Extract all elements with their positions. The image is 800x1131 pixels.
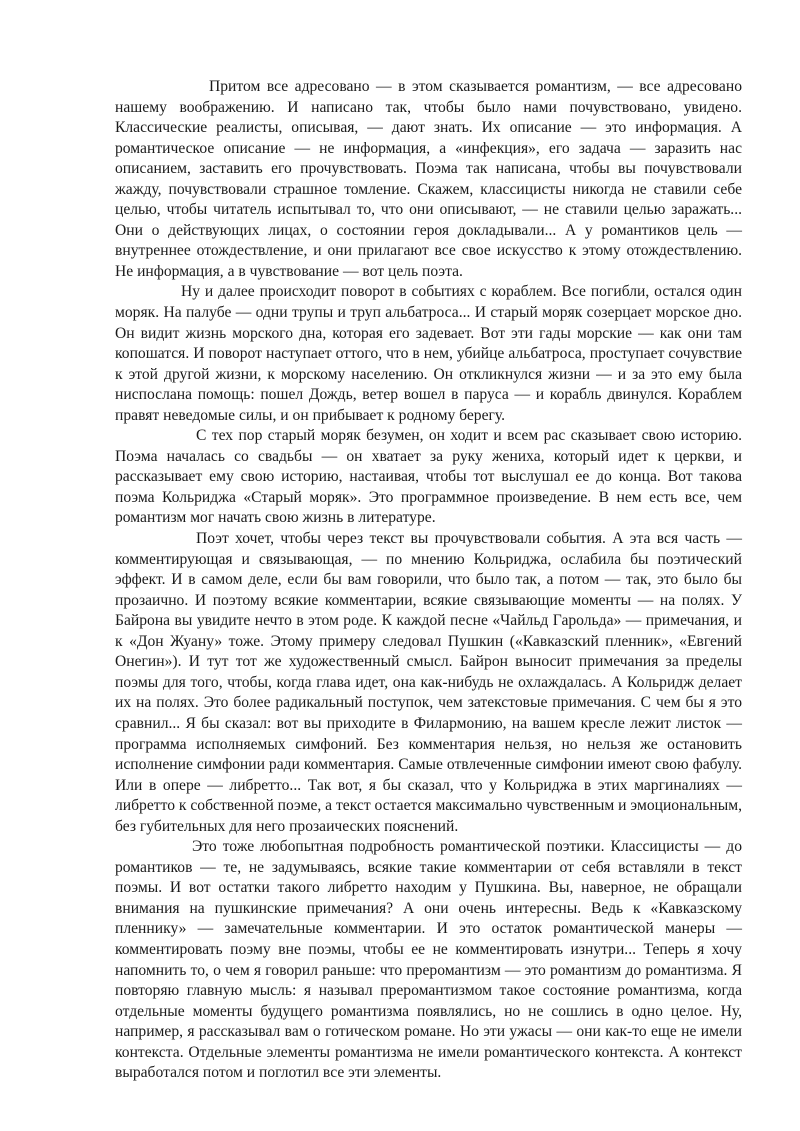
- paragraph-5: Это тоже любопытная подробность романтической поэтики. Классицисты — до романтиков — те, не задумываясь, всякие такие комментарии от себя вставляли в текст поэмы. И вот остатки такого либретто находим у Пушкина. Вы, наверное, не обращали внимания на пушкинские примечания? А они очень интересны. Ведь к «Кавказскому пленнику» — замечательные комментарии. И это остаток романтической манеры — комментировать поэму вне поэмы, чтобы ее не комментировать изнутри... Теперь я хочу напомнить то, о чем я говорил раньше: что преромантизм — это романтизм до романтизма. Я повторяю главную мысль: я называл преромантизмом такое состояние романтизма, когда отдельные моменты будущего романтизма появлялись, но не сошлись в одно целое. Ну, например, я рассказывал вам о готическом романе. Но эти ужасы — они как-то еще не имели контекста. Отдельные элементы романтизма не имели романтического контекста. А контекст выработался потом и поглотил все эти элементы.: [115, 838, 742, 1082]
- paragraph-3: С тех пор старый моряк безумен, он ходит и всем рас сказывает свою историю. Поэма началась со свадьбы — он хватает за руку жениха, который идет к церкви, и рассказывает ему свою историю, настаивая, чтобы тот выслушал ее до конца. Вот такова поэма Кольриджа «Старый моряк». Это программное произведение. В нем есть все, чем романтизм мог начать свою жизнь в литературе.: [115, 427, 742, 527]
- paragraph-4: Поэт хочет, чтобы через текст вы прочувствовали события. А эта вся часть — комментирующая и связывающая, — по мнению Кольриджа, ослабила бы поэтический эффект. И в самом деле, если бы вам говорили, что было так, а потом — так, это было бы прозаично. И поэтому всякие комментарии, всякие связывающие моменты — на полях. У Байрона вы увидите нечто в этом роде. К каждой песне «Чайльд Гарольда» — примечания, и к «Дон Жуану» тоже. Этому примеру следовал Пушкин («Кавказский пленник», «Евгений Онегин»). И тут тот же художественный смысл. Байрон выносит примечания за пределы поэмы для того, чтобы, когда глава идет, она как-нибудь не охлаждалась. А Кольридж делает их на полях. Это более радикальный поступок, чем затекстовые примечания. С чем бы я это сравнил... Я бы сказал: вот вы приходите в Филармонию, на вашем кресле лежит листок — программа исполняемых симфоний. Без комментария нельзя, но нельзя же остановить исполнение симфонии ради комментария. Самые отвлеченные симфонии имеют свою фабулу. Или в опере — либретто... Так вот, я бы сказал, что у Кольриджа в этих маргиналиях — либретто к собственной поэме, а текст остается максимально чувственным и эмоциональным, без губительных для него прозаических пояснений.: [115, 530, 742, 835]
- paragraph-1: Притом все адресовано — в этом сказывается романтизм, — все адресовано нашему воображению. И написано так, чтобы было нами почувствовано, увидено. Классические реалисты, описывая, — дают знать. Их описание — это информация. А романтическое описание — не информация, а «инфекция», его задача — заразить нас описанием, заставить его прочувствовать. Поэма так написана, чтобы вы почувствовали жажду, почувствовали страшное томление. Скажем, классицисты никогда не ставили себе целью, чтобы читатель испытывал то, что они описывают, — не ставили целью заражать... Они о действующих лицах, о состоянии героя докладывали... А у романтиков цель — внутреннее отождествление, и они прилагают все свое искусство к этому отождествлению. Не информация, а в чувствование — вот цель поэта.: [115, 78, 742, 280]
- document-page: [115, 77, 742, 1084]
- paragraph-2: Ну и далее происходит поворот в событиях с кораблем. Все погибли, остался один моряк. На палубе — одни трупы и труп альбатроса... И старый моряк созерцает морское дно. Он видит жизнь морского дна, которая его задевает. Вот эти гады морские — как они там копошатся. И поворот наступает оттого, что в нем, убийце альбатроса, проступает сочувствие к этой другой жизни, к морскому населению. Он откликнулся жизни — и за это ему была ниспослана помощь: пошел Дождь, ветер вошел в паруса — и корабль двинулся. Кораблем правят неведомые силы, и он прибывает к родному берегу.: [115, 283, 742, 424]
